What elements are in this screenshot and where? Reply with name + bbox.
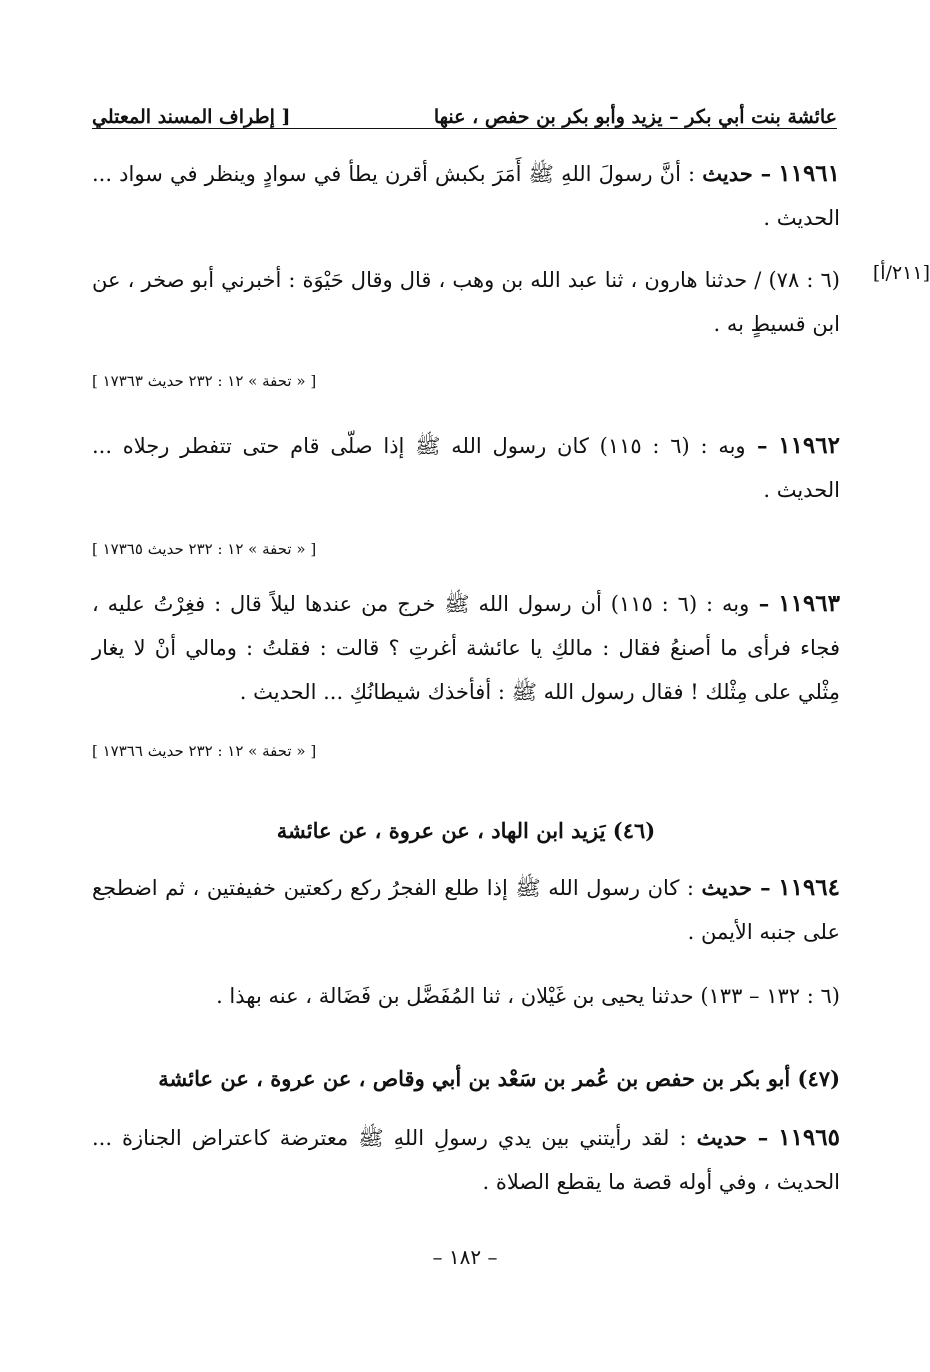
hadith-text: : أنَّ رسولَ اللهِ ﷺ أَمَرَ بكبش أقرن يطأ في سوادٍ وينظر في سواد ... الحديث .	[92, 162, 840, 230]
isnad-chain: (٦ : ١٣٢ – ١٣٣) حدثنا يحيى بن غَيْلان ، ثنا المُفَضَّل بن فَضَالة ، عنه بهذا .	[216, 984, 840, 1008]
hadith-number: ١١٩٦٤	[778, 874, 840, 901]
hadith-number: ١١٩٦١	[778, 160, 841, 187]
hadith-text: : لقد رأيتني بين يدي رسولِ اللهِ ﷺ معترضة كاعتراض الجنازة ... الحديث ، وفي أوله قصة ما يقطع الصلاة .	[92, 1126, 840, 1194]
hadith-lead: وبه	[722, 592, 750, 616]
page-number: – ١٨٢ –	[432, 1245, 498, 1269]
hadith-entry: ١١٩٦٤ – حديث : كان رسول الله ﷺ إذا طلع الفجرُ ركع ركعتين خفيفتين ، ثم اضطجع على جنبه الأيمن .	[92, 874, 840, 944]
section-heading: (٤٦) يَزيد ابن الهاد ، عن عروة ، عن عائشة	[276, 818, 656, 843]
running-header	[92, 92, 837, 129]
tuhfa-reference: [ « تحفة » ١٢ : ٢٣٢ حديث ١٧٣٦٥ ]	[92, 540, 317, 558]
tuhfa-reference: [ « تحفة » ١٢ : ٢٣٢ حديث ١٧٣٦٣ ]	[92, 372, 317, 390]
hadith-lead: حديث	[701, 875, 753, 900]
hadith-entry: ١١٩٦١ – حديث : أنَّ رسولَ اللهِ ﷺ أَمَرَ بكبش أقرن يطأ في سوادٍ وينظر في سواد ... الحديث .	[92, 160, 841, 230]
header-title: عائشة بنت أبي بكر – يزيد وأبو بكر بن حفص ، عنها	[433, 106, 837, 128]
hadith-lead: حديث	[696, 1125, 748, 1150]
hadith-number: ١١٩٦٣	[778, 590, 840, 617]
isnad-chain: (٦ : ٧٨) / حدثنا هارون ، ثنا عبد الله بن وهب ، قال وقال حَيْوَة : أخبرني أبو صخر ، عن ابن قسيطٍ به .	[92, 268, 840, 336]
hadith-text: : (٦ : ١١٥) أن رسول الله ﷺ خرج من عندها ليلاً قال : فغِرْتُ عليه ، فجاء فرأى ما أصنعُ فقال : مالكِ يا عائشة أغرتِ ؟ قالت : فقلتُ : ومالي أنْ لا يغار مِثْلي على مِثْلك ! فقال رسول الله ﷺ : أفأخذك شيطانُكِ ... الحديث .	[92, 592, 840, 704]
hadith-text: : (٦ : ١١٥) كان رسول الله ﷺ إذا صلّى قام حتى تتفطر رجلاه ... الحديث .	[92, 434, 840, 502]
hadith-text: : كان رسول الله ﷺ إذا طلع الفجرُ ركع ركعتين خفيفتين ، ثم اضطجع على جنبه الأيمن .	[92, 876, 840, 944]
margin-folio-note: [٢١١/أ]	[872, 262, 930, 284]
hadith-number: ١١٩٦٢	[778, 432, 840, 459]
hadith-entry: ١١٩٦٥ – حديث : لقد رأيتني بين يدي رسولِ اللهِ ﷺ معترضة كاعتراض الجنازة ... الحديث ، وفي أوله قصة ما يقطع الصلاة .	[92, 1124, 840, 1194]
hadith-entry: ١١٩٦٣ – وبه : (٦ : ١١٥) أن رسول الله ﷺ خرج من عندها ليلاً قال : فغِرْتُ عليه ، فجاء فرأى ما أصنعُ فقال : مالكِ يا عائشة أغرتِ ؟ قالت : فقلتُ : ومالي أنْ لا يغار مِثْلي على مِثْلك ! فقال رسول الله ﷺ : أفأخذك شيطانُكِ ... الحديث .	[92, 590, 840, 704]
hadith-entry: ١١٩٦٢ – وبه : (٦ : ١١٥) كان رسول الله ﷺ إذا صلّى قام حتى تتفطر رجلاه ... الحديث .	[92, 432, 840, 502]
hadith-lead: وبه	[718, 434, 746, 458]
header-book-title: [ إطراف المسند المعتلي	[92, 106, 291, 128]
hadith-lead: حديث	[702, 161, 753, 186]
section-heading: (٤٧) أبو بكر بن حفص بن عُمر بن سَعْد بن أبي وقاص ، عن عروة ، عن عائشة	[158, 1066, 840, 1091]
hadith-number: ١١٩٦٥	[778, 1124, 840, 1151]
tuhfa-reference: [ « تحفة » ١٢ : ٢٣٢ حديث ١٧٣٦٦ ]	[92, 742, 317, 760]
